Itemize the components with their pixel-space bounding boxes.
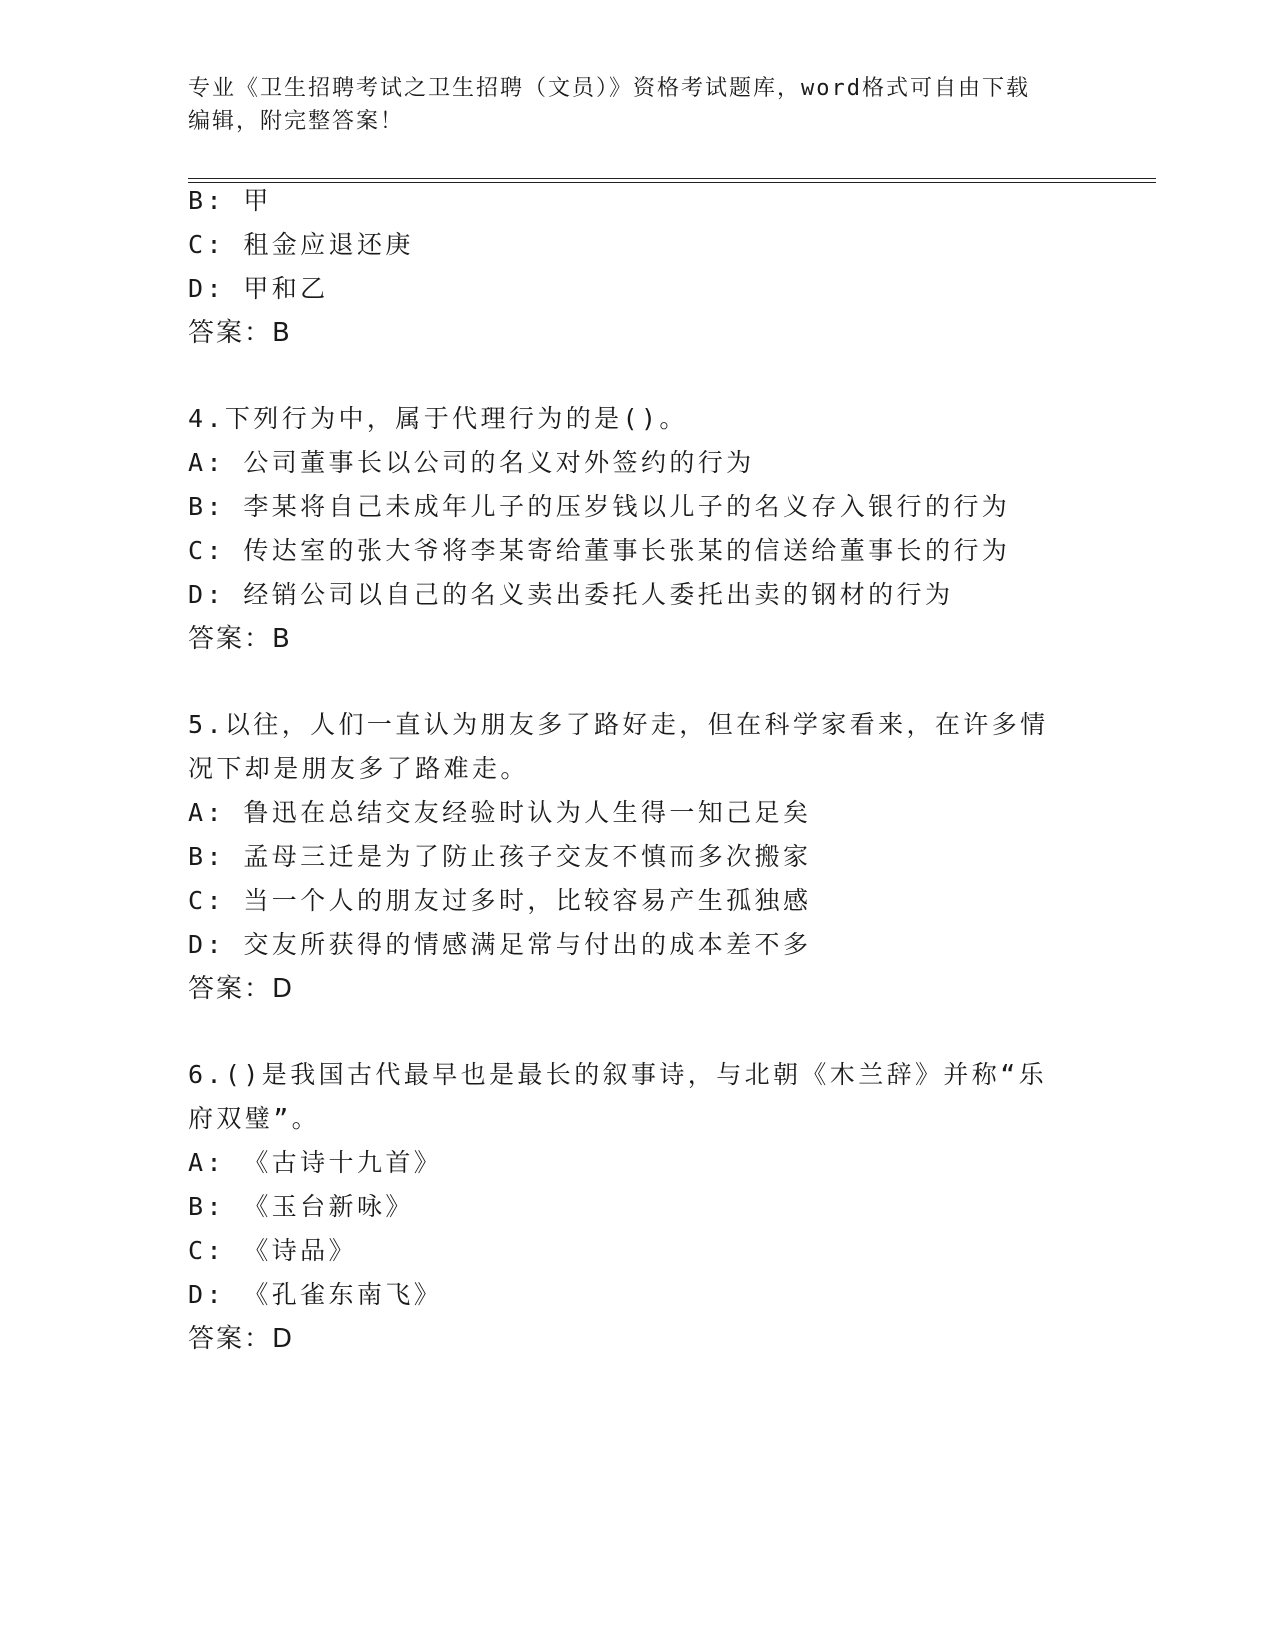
q5-option-d: D: 交友所获得的情感满足常与付出的成本差不多 [188,930,812,959]
q6-option-c: C: 《诗品》 [188,1236,357,1265]
q5-answer: 答案：D [188,974,295,1004]
q4-option-d: D: 经销公司以自己的名义卖出委托人委托出卖的钢材的行为 [188,580,954,609]
header-divider [188,178,1156,183]
header-line-1: 专业《卫生招聘考试之卫生招聘（文员）》资格考试题库，word格式可自由下载 [188,76,1030,101]
q5-option-c: C: 当一个人的朋友过多时，比较容易产生孤独感 [188,886,812,915]
q4-option-b: B: 李某将自己未成年儿子的压岁钱以儿子的名义存入银行的行为 [188,492,1011,521]
q6-stem-line-1: 6.()是我国古代最早也是最长的叙事诗，与北朝《木兰辞》并称“乐 [188,1060,1048,1089]
q3-option-d: D: 甲和乙 [188,274,329,303]
header-line-2: 编辑，附完整答案！ [188,109,405,134]
q5-option-b: B: 孟母三迁是为了防止孩子交友不慎而多次搬家 [188,842,812,871]
q5-stem-line-2: 况下却是朋友多了路难走。 [188,754,529,783]
q3-option-b: B: 甲 [188,186,272,215]
q3-answer: 答案：B [188,318,292,348]
q5-option-a: A: 鲁迅在总结交友经验时认为人生得一知己足矣 [188,798,812,827]
q4-option-c: C: 传达室的张大爷将李某寄给董事长张某的信送给董事长的行为 [188,536,1011,565]
q3-option-c: C: 租金应退还庚 [188,230,414,259]
q4-option-a: A: 公司董事长以公司的名义对外签约的行为 [188,448,755,477]
q6-option-d: D: 《孔雀东南飞》 [188,1280,443,1309]
q4-answer: 答案：B [188,624,292,654]
q4-stem: 4.下列行为中，属于代理行为的是()。 [188,404,688,433]
q6-option-a: A: 《古诗十九首》 [188,1148,443,1177]
q5-stem-line-1: 5.以往，人们一直认为朋友多了路好走，但在科学家看来，在许多情 [188,710,1049,739]
q6-stem-line-2: 府双璧”。 [188,1104,321,1133]
q6-answer: 答案：D [188,1324,295,1354]
q6-option-b: B: 《玉台新咏》 [188,1192,414,1221]
document-header [188,72,1068,138]
